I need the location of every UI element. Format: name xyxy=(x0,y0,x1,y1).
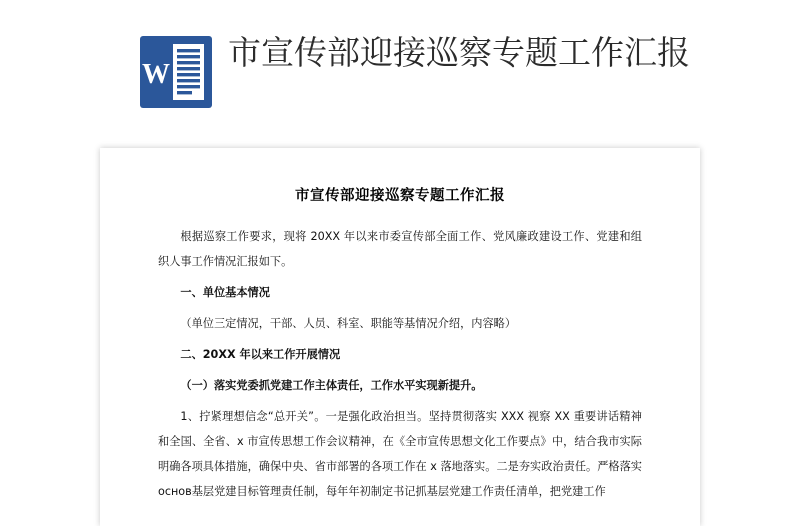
page-header xyxy=(0,0,800,140)
document-sheet xyxy=(100,148,700,526)
document-paragraph: （单位三定情况，干部、人员、科室、职能等基情况介绍，内容略） xyxy=(180,317,517,330)
word-document-icon xyxy=(140,36,212,108)
word-icon-letter: W xyxy=(142,59,170,90)
document-paragraph: 1、拧紧理想信念“总开关”。一是强化政治担当。坚持贯彻落实 XXX 视察 XX 重要讲话精神和全国、全省、x 市宣传思想工作会议精神，在《全市宣传思想文化工作要点》中，结合我市实际明确各项具体措施，确保中央、省市部署的各项工作在 x 落地落实。二是夯实政治责任。严格落实основ基层党建目标管理责任制，每年年初制定书记抓基层党建工作责任清单，把党建工作 xyxy=(158,410,642,498)
document-paragraph: 二、20XX 年以来工作开展情况 xyxy=(180,348,341,361)
title-block xyxy=(228,32,728,74)
document-paragraph: 根据巡察工作要求，现将 20XX 年以来市委宣传部全面工作、党风廉政建设工作、党建和组织人事工作情况汇报如下。 xyxy=(158,230,642,268)
document-heading: 市宣传部迎接巡察专题工作汇报 xyxy=(295,188,505,204)
document-paragraph: （一）落实党委抓党建工作主体责任，工作水平实现新提升。 xyxy=(180,379,483,392)
document-body xyxy=(158,186,642,504)
document-paragraph: 一、单位基本情况 xyxy=(180,286,270,299)
page-title: 市宣传部迎接巡察专题工作汇报 xyxy=(228,33,690,72)
